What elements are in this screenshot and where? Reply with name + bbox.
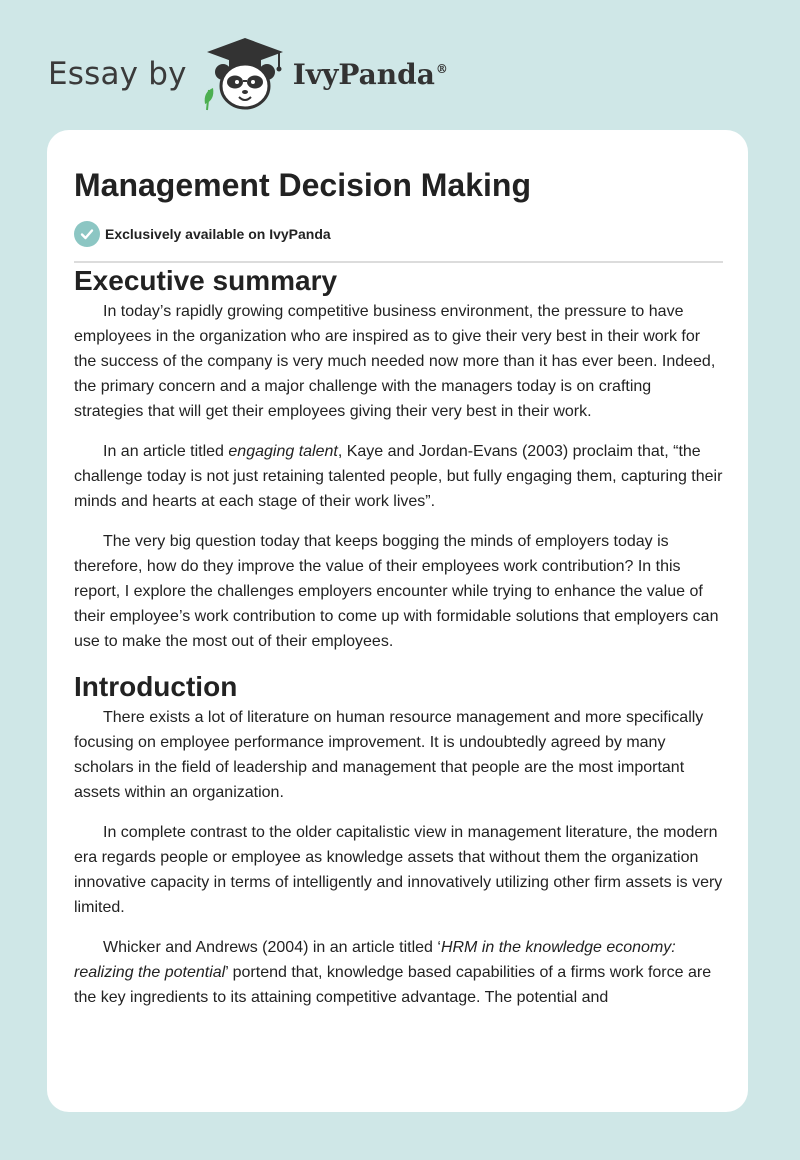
brand-prefix: Essay by xyxy=(48,56,187,92)
paragraph: In today’s rapidly growing competitive business environment, the pressure to have employees in the organization who are inspired as to give their very best in their work for the success of the company is very much needed now more than it has ever been. Indeed, the primary concern and a major challenge with the managers today is on crafting strategies that will get their employees giving their very best in their work. xyxy=(74,303,716,420)
brand-name: IvyPanda® xyxy=(292,57,448,91)
section-heading-introduction: Introduction xyxy=(74,671,238,702)
paragraph: There exists a lot of literature on human resource management and more specifically focusing on employee performance improvement. It is undoubtedly agreed by many scholars in the field of leadership and management that people are the most important assets within an organization. xyxy=(74,709,704,801)
paragraph: The very big question today that keeps bogging the minds of employers today is therefore, how do they improve the value of their employees work contribution? In this report, I explore the challenges employers encounter while trying to enhance the value of their employee’s work contribution to come up with formidable solutions that employers can use to make the most out of their employees. xyxy=(74,533,719,650)
article-title-italic: engaging talent xyxy=(228,443,338,460)
paragraph: In complete contrast to the older capitalistic view in management literature, the modern era regards people or employee as knowledge assets that without them the organization innovative capacity in terms of intelligently and innovatively utilizing other firm assets is very limited. xyxy=(74,824,723,916)
section-heading-executive-summary: Executive summary xyxy=(74,265,338,296)
brand-header xyxy=(48,34,448,114)
panda-graduate-logo xyxy=(199,34,291,114)
check-icon xyxy=(74,221,100,247)
paragraph: In an article titled engaging talent, Kaye and Jordan-Evans (2003) proclaim that, “the challenge today is not just retaining talented people, but fully engaging them, capturing their minds and hearts at each stage of their work lives”. xyxy=(74,443,723,510)
paragraph: Whicker and Andrews (2004) in an article titled ‘HRM in the knowledge economy: realizing the potential’ portend that, knowledge based capabilities of a firms work force are the key ingredients to its attaining competitive advantage. The potential and xyxy=(74,939,712,1006)
exclusive-badge xyxy=(74,221,723,247)
article-title-italic: HRM in the knowledge economy: realizing the potential xyxy=(74,939,676,981)
essay-card xyxy=(47,130,748,1112)
registered-mark: ® xyxy=(435,62,448,77)
page-title: Management Decision Making xyxy=(74,167,531,203)
badge-label: Exclusively available on IvyPanda xyxy=(105,226,331,242)
